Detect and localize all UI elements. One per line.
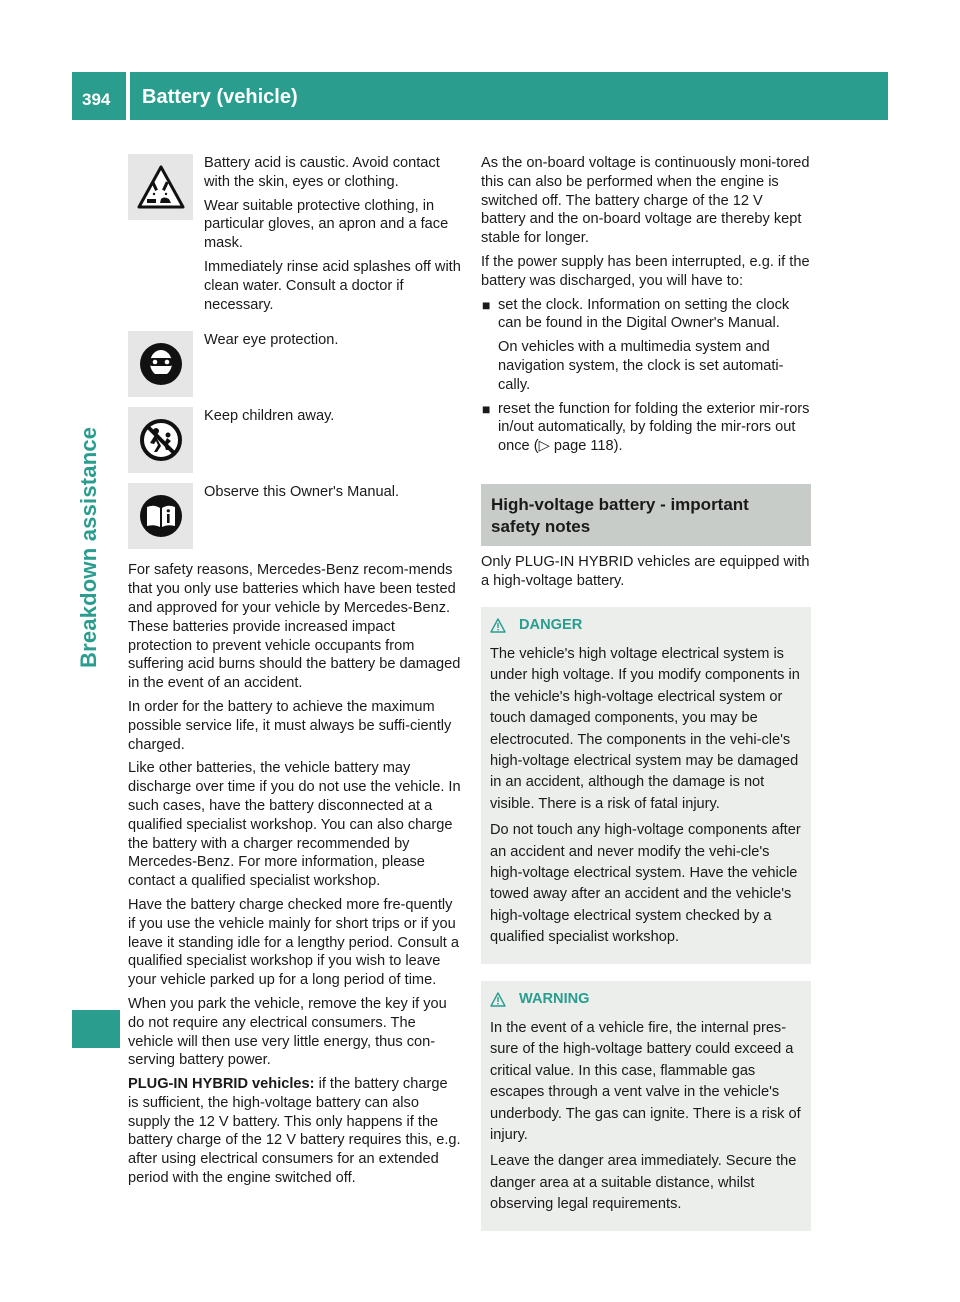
symbol-row-children [128,407,461,473]
page-ref-arrow-icon: ▷ [538,438,550,455]
symbol-paragraph: Battery acid is caustic. Avoid contact with the skin, eyes or clothing. [204,155,440,190]
notice-paragraph: In the event of a vehicle fire, the internal pres-sure of the high-voltage battery could exceed a critical value. In this case, flammable gas escapes through a vent valve in the vehicle's underbody. The gas can ignite. There is a risk of injury. [490,1020,801,1144]
page-reference-link[interactable]: page 118). [549,438,623,455]
symbol-text [204,154,461,319]
notice-paragraph: Do not touch any high-voltage components after an accident and never modify the vehi-cle's high-voltage electrical system. Have the vehicle towed away after an accident and the vehicle's high-voltage electrical system checked by a qualified specialist workshop. [490,822,801,946]
left-column [128,154,461,1193]
list-item-text: set the clock. Information on setting the clock can be found in the Digital Owner's Manual. [498,296,790,332]
keep-children-away-icon [128,407,193,473]
symbol-paragraph: Wear eye protection. [204,332,339,349]
corrosive-icon [128,154,193,220]
notice-paragraph: Leave the danger area immediately. Secure the danger area at a suitable distance, whilst observing legal requirements. [490,1153,797,1213]
warning-title [490,989,802,1010]
list-item [481,400,811,456]
symbol-row-corrosive [128,154,461,319]
body-paragraph: As the on-board voltage is continuously moni-tored this can also be performed when the engine is switched off. The battery charge of the 12 V battery and the on-board voltage are thereby kept stable for longer. [481,155,810,247]
section-heading: High-voltage battery - important safety notes [481,484,811,546]
page-header [72,72,888,120]
plugin-paragraph [128,1075,461,1188]
warning-triangle-icon [490,618,506,633]
right-column [481,154,811,1231]
notice-paragraph: The vehicle's high voltage electrical system is under high voltage. If you modify components in the vehicle's high-voltage electrical system or touch damaged components, you may be electrocuted. The components in the vehi-cle's high-voltage electrical system may be damaged in an accident, although the damage is not visible. There is a risk of fatal injury. [490,645,800,812]
symbol-text [204,483,461,549]
symbol-row-manual [128,483,461,549]
header-divider [126,72,130,120]
symbol-text [204,407,461,473]
symbol-row-eye-protection [128,331,461,397]
page-number: 394 [82,90,111,109]
symbol-paragraph: Keep children away. [204,408,335,425]
body-paragraph: Like other batteries, the vehicle battery may discharge over time if you do not use the vehicle. In such cases, have the battery disconnected at a qualified specialist workshop. You can also charge the battery with a charger recommended by Mercedes-Benz. For more information, please contact a qualified specialist workshop. [128,760,461,890]
body-paragraph: When you park the vehicle, remove the key if you do not require any electrical consumers. The vehicle will then use very little energy, thus con-serving battery power. [128,995,447,1069]
danger-label: DANGER [519,616,583,633]
plugin-text: if the battery charge is sufficient, the high-voltage battery can also supply the 12 V battery. This only happens if the battery charge of the 12 V battery requires this, e.g. after using electrical consumers for an extended period with the engine switched off. [128,1076,461,1187]
eye-protection-icon [128,331,193,397]
warning-label: WARNING [519,990,590,1007]
list-item-subtext: On vehicles with a multimedia system and navigation system, the clock is set automati-cally. [498,339,784,393]
body-paragraph: For safety reasons, Mercedes-Benz recom-mends that you only use batteries which have been tested and approved for your vehicle by Mercedes-Benz. These batteries provide increased impact protection to prevent vehicle occupants from suffering acid burns should the battery be damaged in the event of an accident. [128,562,461,692]
bullet-icon: ■ [482,296,491,313]
body-paragraph: If the power supply has been interrupted, e.g. if the battery was discharged, you will have to: [481,253,810,289]
plugin-label: PLUG-IN HYBRID vehicles: [128,1076,315,1093]
body-paragraph: Have the battery charge checked more fre-quently if you use the vehicle mainly for short trips or if you leave it standing idle for a lengthy period. Consult a qualified specialist workshop if you wish to leave your vehicle parked up for a long period of time. [128,896,459,989]
section-intro: Only PLUG-IN HYBRID vehicles are equipped with a high-voltage battery. [481,553,810,589]
list-item-text: reset the function for folding the exterior mir-rors in/out automatically, by folding the mir-rors out once ( [498,400,810,455]
warning-triangle-icon [490,992,506,1007]
section-side-label: Breakdown assistance [76,426,101,668]
symbol-paragraph: Wear suitable protective clothing, in particular gloves, an apron and a face mask. [204,197,449,252]
owners-manual-icon [128,483,193,549]
danger-title [490,615,802,636]
symbol-text [204,331,461,397]
symbol-paragraph: Immediately rinse acid splashes off with clean water. Consult a doctor if necessary. [204,258,461,313]
side-marker [72,1010,120,1048]
symbol-paragraph: Observe this Owner's Manual. [204,484,400,501]
bullet-icon: ■ [482,400,491,417]
list-item [481,296,811,395]
bullet-list [481,296,811,456]
page-title: Battery (vehicle) [142,86,298,108]
warning-notice [481,981,811,1231]
body-paragraph: In order for the battery to achieve the maximum possible service life, it must always be suffi-ciently charged. [128,698,452,753]
danger-notice [481,607,811,964]
